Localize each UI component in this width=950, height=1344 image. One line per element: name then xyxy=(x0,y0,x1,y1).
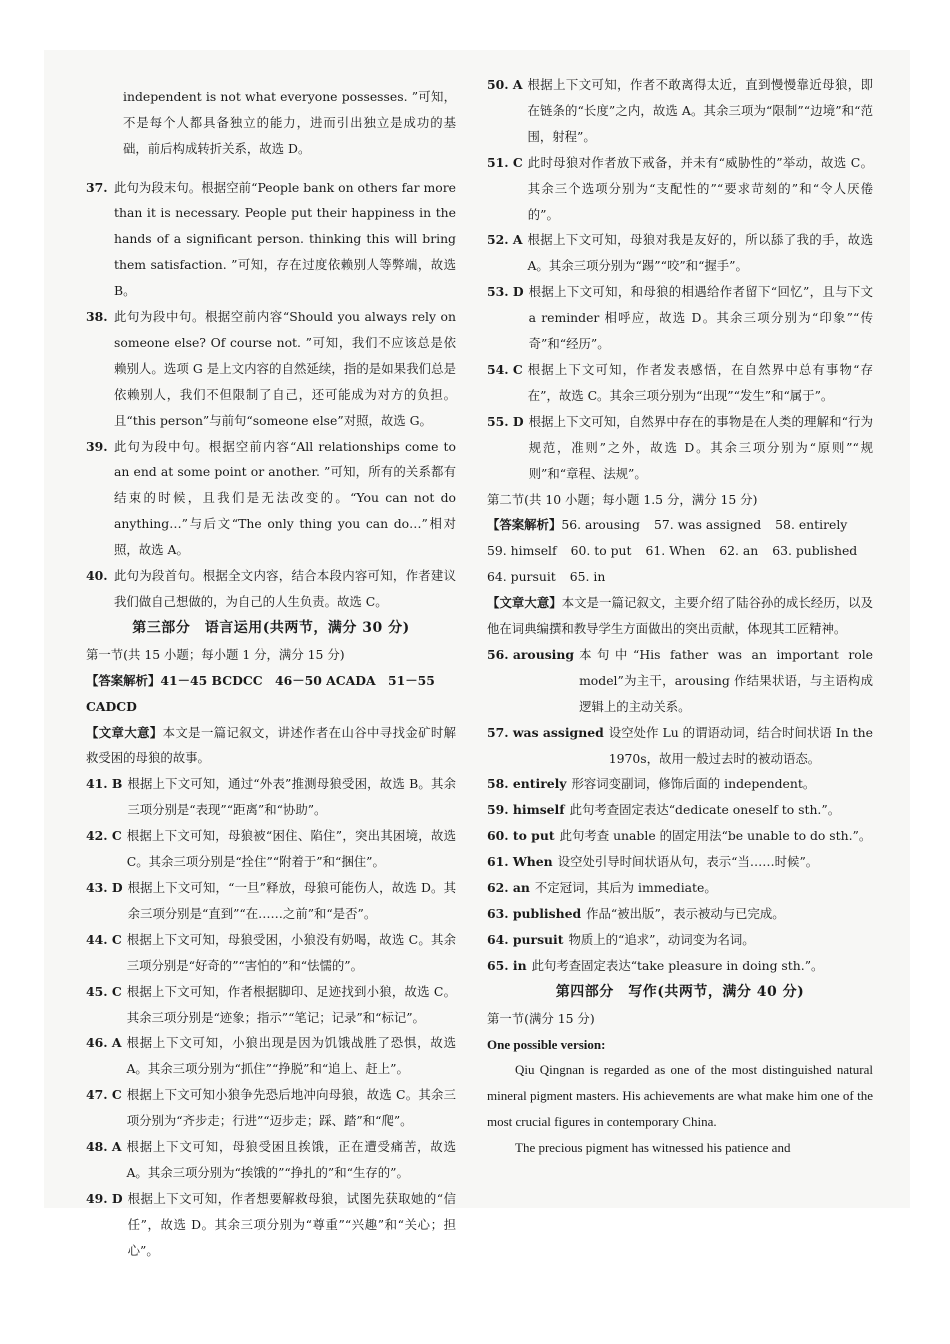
item-text: 根据上下文可知，作者根据脚印、足迹找到小狼，故选 C。其余三项分别是“迹象；指示”“笔记；记录”和“标记”。 xyxy=(126,983,456,1025)
item-47 xyxy=(86,1082,456,1134)
item-text: 根据上下文可知，母狼受困且挨饿，正在遭受痛苦，故选 A。其余三项分别为“挨饿的”“挣扎的”和“生存的”。 xyxy=(126,1139,456,1180)
answer-key xyxy=(86,668,456,720)
item-text: 根据上下文可知小狼争先恐后地冲向母狼，故选 C。其余三项分别为“齐步走；行进”“迈步走；踩、踏”和“爬”。 xyxy=(126,1087,456,1129)
answer-62: 62. an xyxy=(719,543,759,559)
item-60 xyxy=(487,823,873,849)
item-38 xyxy=(86,304,456,434)
article-summary xyxy=(487,590,873,642)
article-summary-text: 本文是一篇记叙文，讲述作者在山谷中寻找金矿时解救受困的母狼的故事。 xyxy=(86,724,457,766)
item-number: 63. published xyxy=(487,906,582,921)
item-51 xyxy=(487,150,873,228)
item-61 xyxy=(487,849,873,875)
item-52 xyxy=(487,227,873,279)
item-number: 57. was assigned xyxy=(487,724,604,740)
answer-key-label: 【答案解析】 xyxy=(487,517,562,533)
answer-58: 58. entirely xyxy=(775,517,848,533)
item-55 xyxy=(487,409,873,487)
answer-64: 64. pursuit xyxy=(487,569,556,585)
item-number: 61. When xyxy=(487,854,553,870)
item-64 xyxy=(487,927,873,953)
answer-65: 65. in xyxy=(569,569,606,585)
item-text: 此句为段首句。根据全文内容，结合本段内容可知，作者建议我们做自己想做的，为自己的人生负责。故选 C。 xyxy=(114,568,456,609)
article-summary-text: 本文是一篇记叙文，主要介绍了陆谷孙的成长经历，以及他在词典编撰和教导学生方面做出的突出贡献，体现其工匠精神。 xyxy=(487,595,874,637)
item-number: 64. pursuit xyxy=(487,931,564,947)
item-text: 根据上下文可知，通过“外表”推测母狼受困，故选 B。其余三项分别是“表现”“距离”和“协助”。 xyxy=(127,776,456,818)
item-text: 根据上下文可知，作者不敢离得太近，直到慢慢靠近母狼，即在链条的“长度”之内，故选 A。其余三项为“限制”“边境”和“范围，射程”。 xyxy=(527,77,873,144)
item-50 xyxy=(487,72,873,150)
answer-key-label: 【答案解析】 xyxy=(86,672,161,688)
item-number: 48. A xyxy=(86,1139,122,1155)
item-number: 53. D xyxy=(487,284,524,300)
essay-paragraph-2: The precious pigment has witnessed his patience and xyxy=(515,1140,791,1156)
item-36-continuation: independent is not what everyone possesses. ”可知，不是每个人都具备独立的能力，进而引出独立是成功的基础，前后构成转折关系，故选 D。 xyxy=(123,89,456,157)
item-62 xyxy=(487,875,873,901)
item-48 xyxy=(86,1134,456,1186)
part3-title: 第三部分 语言运用(共两节，满分 30 分) xyxy=(132,619,410,636)
item-number: 65. in xyxy=(487,957,527,973)
item-text: 根据上下文可知，“一旦”释放，母狼可能伤人，故选 D。其余三项分别是“直到”“在……之前”和“是否”。 xyxy=(127,879,456,921)
answer-56: 56. arousing xyxy=(561,517,640,533)
item-text: 设空处作 Lu 的谓语动词，结合时间状语 In the 1970s，故用一般过去时的被动语态。 xyxy=(608,724,873,766)
item-text: 此句考查固定表达“take pleasure in doing sth.”。 xyxy=(531,957,824,973)
item-number: 52. A xyxy=(487,232,523,248)
article-summary-label: 【文章大意】 xyxy=(487,595,562,611)
item-text: 物质上的“追求”，动词变为名词。 xyxy=(568,931,755,947)
possible-version-label: One possible version: xyxy=(487,1036,606,1052)
part4-title: 第四部分 写作(共两节，满分 40 分) xyxy=(555,983,805,1000)
writing-section1-heading: 第一节(满分 15 分) xyxy=(487,1010,595,1026)
left-column xyxy=(86,72,456,1264)
item-text: 根据上下文可知，小狼出现是因为饥饿战胜了恐惧，故选 A。其余三项分别为“抓住”“挣脱”和“追上、赶上”。 xyxy=(126,1035,456,1077)
item-number: 45. C xyxy=(86,983,122,999)
item-number: 60. to put xyxy=(487,828,555,844)
item-41 xyxy=(86,771,456,823)
answer-63: 63. published xyxy=(772,543,858,559)
item-text: 不定冠词，其后为 immediate。 xyxy=(534,880,717,896)
item-37 xyxy=(86,175,456,305)
item-number: 56. arousing xyxy=(487,646,575,662)
item-text: 此句考查 unable 的固定用法“be unable to do sth.”。 xyxy=(559,828,872,844)
item-text: 此句为段中句。根据空前内容“Should you always rely on someone else? Of course not. ”可知，我们不应该总是依赖别人。选项 G 是上文内容的自然延续，指的是如果我们总是依赖别人，我们不但限制了自己，还可能成为对方的负担。且“this person”与前句“someone else”对照，故选 G。 xyxy=(114,309,456,428)
item-40 xyxy=(86,563,456,615)
item-number: 42. C xyxy=(86,828,122,844)
item-text: 此句考查固定表达“dedicate oneself to sth.”。 xyxy=(569,802,841,818)
item-53 xyxy=(487,279,873,357)
item-39 xyxy=(86,434,456,564)
item-number: 47. C xyxy=(86,1087,122,1103)
item-number: 50. A xyxy=(487,77,523,92)
answer-line-2 xyxy=(487,538,873,564)
item-56 xyxy=(487,642,873,720)
item-63 xyxy=(487,901,873,927)
item-44 xyxy=(86,927,456,979)
answer-line-1 xyxy=(487,512,873,538)
item-number: 44. C xyxy=(86,931,122,947)
item-number: 41. B xyxy=(86,776,123,792)
item-59 xyxy=(487,797,873,823)
item-text: 此时母狼对作者放下戒备，并未有“威胁性的”举动，故选 C。其余三个选项分别为“支配性的”“要求苛刻的”和“令人厌倦的”。 xyxy=(527,154,873,222)
item-46 xyxy=(86,1030,456,1082)
item-text: 此句为段末句。根据空前“People bank on others far more than it is necessary. People put their happiness in the hands of a significant person. thinking this will bring them satisfaction. ”可知，存在过度依赖别人等弊端，故选 B。 xyxy=(114,179,456,299)
item-43 xyxy=(86,875,456,927)
item-text: 根据上下文可知，母狼对我是友好的，所以舔了我的手，故选 A。其余三项分别为“踢”“咬”和“握手”。 xyxy=(527,232,873,274)
item-text: 根据上下文可知，和母狼的相遇给作者留下“回忆”，且与下文 a reminder 相呼应，故选 D。其余三项分别为“印象”“传奇”和“经历”。 xyxy=(528,284,873,352)
item-number: 51. C xyxy=(487,154,523,170)
item-58 xyxy=(487,771,873,797)
answer-key-text: 41－45 BCDCC 46－50 ACADA 51－55 CADCD xyxy=(86,672,435,714)
item-number: 58. entirely xyxy=(487,776,567,792)
section2-heading: 第二节(共 10 小题；每小题 1.5 分，满分 15 分) xyxy=(487,491,758,507)
item-number: 37. xyxy=(86,179,108,195)
answer-line-3 xyxy=(487,564,873,590)
item-text: 本句中“His father was an important role model”为主干，arousing 作结果状语，与主语构成逻辑上的主动关系。 xyxy=(579,646,873,714)
item-text: 根据上下文可知，作者发表感悟，在自然界中总有事物“存在”，故选 C。其余三项分别为“出现”“发生”和“属于”。 xyxy=(527,361,873,403)
section1-heading: 第一节(共 15 小题；每小题 1 分，满分 15 分) xyxy=(86,646,345,662)
item-number: 43. D xyxy=(86,879,123,895)
essay-paragraph-1: Qiu Qingnan is regarded as one of the most distinguished natural mineral pigment masters. His achievements are what make him one of the most crucial figures in contemporary China. xyxy=(487,1062,873,1130)
item-text: 根据上下文可知，自然界中存在的事物是在人类的理解和“行为规范，准则”之外，故选 D。其余三项分别为“原则”“规则”和“章程、法规”。 xyxy=(528,413,873,481)
item-text: 作品“被出版”，表示被动与已完成。 xyxy=(586,906,785,921)
item-number: 55. D xyxy=(487,413,524,429)
item-number: 59. himself xyxy=(487,802,565,818)
article-summary xyxy=(86,720,456,772)
item-49 xyxy=(86,1186,456,1264)
right-column xyxy=(487,72,873,1161)
item-text: 此句为段中句。根据空前内容“All relationships come to an end at some point or another. ”可知，所有的关系都有结束的时候，且我们是无法改变的。“You can not do anything…”与后文“The only thing you can do…”相对照，故选 A。 xyxy=(114,438,456,558)
item-number: 54. C xyxy=(487,361,523,377)
answer-61: 61. When xyxy=(645,543,706,559)
item-number: 62. an xyxy=(487,880,530,896)
item-42 xyxy=(86,823,456,875)
answer-60: 60. to put xyxy=(570,543,632,559)
item-text: 形容词变副词，修饰后面的 independent。 xyxy=(571,776,816,792)
item-number: 49. D xyxy=(86,1190,123,1206)
answer-59: 59. himself xyxy=(487,543,557,559)
item-number: 40. xyxy=(86,568,108,584)
item-54 xyxy=(487,357,873,409)
item-text: 根据上下文可知，作者想要解救母狼，试图先获取她的“信任”，故选 D。其余三项分别为“尊重”“兴趣”和“关心；担心”。 xyxy=(127,1190,456,1258)
answer-57: 57. was assigned xyxy=(653,517,762,533)
item-65 xyxy=(487,953,873,979)
item-text: 根据上下文可知，母狼被“困住、陷住”，突出其困境，故选 C。其余三项分别是“拴住”“附着于”和“捆住”。 xyxy=(126,828,456,870)
article-summary-label: 【文章大意】 xyxy=(86,724,163,740)
item-number: 46. A xyxy=(86,1035,122,1051)
item-45 xyxy=(86,979,456,1031)
item-57 xyxy=(487,720,873,772)
item-text: 根据上下文可知，母狼受困，小狼没有奶喝，故选 C。其余三项分别是“好奇的”“害怕的”和“怯懦的”。 xyxy=(126,931,456,973)
item-number: 39. xyxy=(86,438,108,454)
item-text: 设空处引导时间状语从句，表示“当……时候”。 xyxy=(557,854,819,870)
item-number: 38. xyxy=(86,309,108,325)
